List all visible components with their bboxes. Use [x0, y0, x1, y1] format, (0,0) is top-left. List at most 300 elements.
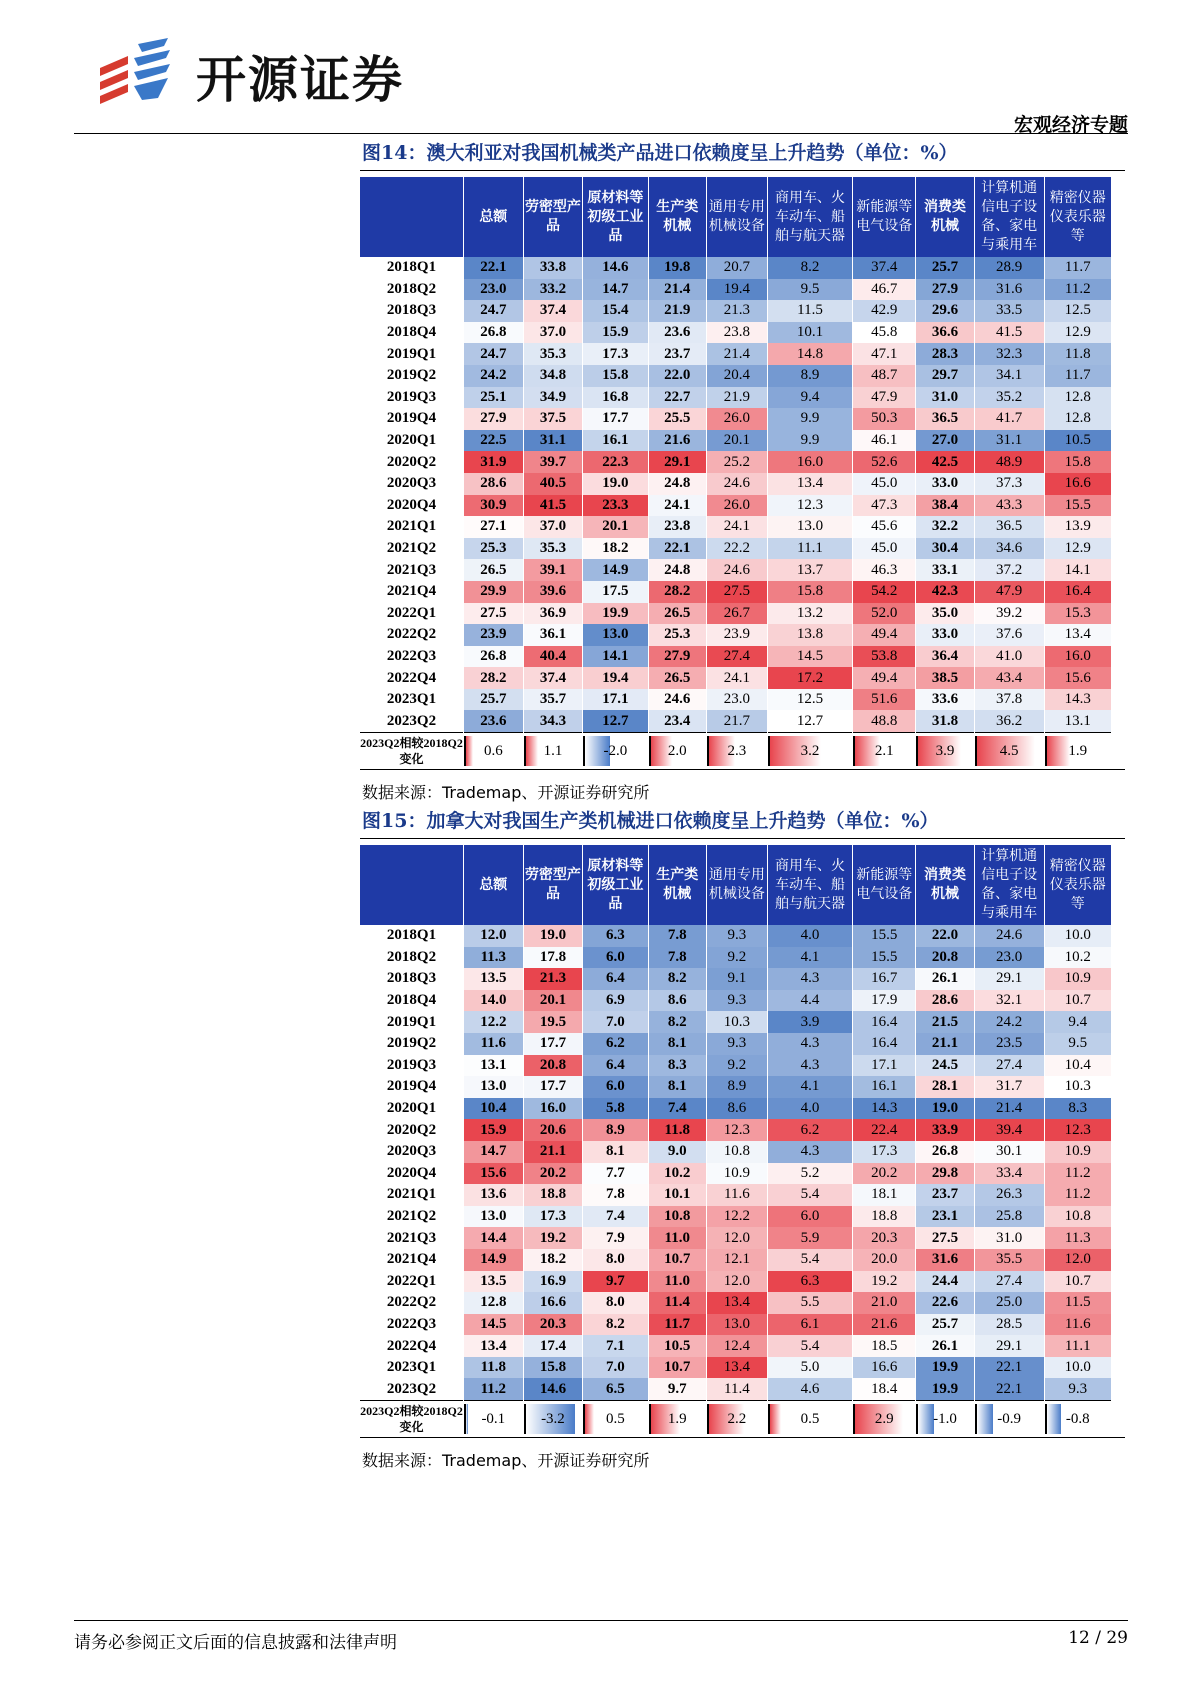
- value-cell: 12.8: [464, 1292, 524, 1314]
- value-cell: 18.8: [523, 1184, 583, 1206]
- value-cell: 35.5: [974, 1249, 1044, 1271]
- quarter-label: 2023Q1: [360, 689, 464, 711]
- value-cell: 16.0: [523, 1098, 583, 1120]
- value-cell: 15.8: [523, 1357, 583, 1379]
- value-cell: 12.1: [707, 1249, 768, 1271]
- quarter-label: 2020Q1: [360, 1098, 464, 1120]
- value-cell: 30.1: [974, 1141, 1044, 1163]
- value-cell: 11.6: [1044, 1314, 1112, 1336]
- value-cell: 6.9: [583, 990, 648, 1012]
- quarter-label: 2022Q4: [360, 1335, 464, 1357]
- value-cell: 37.3: [974, 473, 1044, 495]
- value-cell: 45.6: [853, 516, 916, 538]
- value-cell: 46.3: [853, 559, 916, 581]
- value-cell: 19.0: [916, 1098, 975, 1120]
- value-cell: 29.1: [974, 1335, 1044, 1357]
- value-cell: 22.1: [974, 1378, 1044, 1400]
- quarter-label: 2022Q1: [360, 603, 464, 625]
- value-cell: 23.8: [707, 322, 768, 344]
- value-cell: 10.7: [648, 1357, 707, 1379]
- value-cell: 20.1: [583, 516, 648, 538]
- value-cell: 33.4: [974, 1163, 1044, 1185]
- value-cell: 33.2: [523, 279, 583, 301]
- change-bar: [770, 1404, 781, 1434]
- value-cell: 51.6: [853, 689, 916, 711]
- value-cell: 18.4: [853, 1378, 916, 1400]
- table-row: [360, 495, 1112, 517]
- value-cell: 8.1: [648, 1076, 707, 1098]
- quarter-label: 2020Q3: [360, 1141, 464, 1163]
- value-cell: 36.5: [916, 408, 975, 430]
- column-header: 通用专用机械设备: [707, 177, 768, 257]
- value-cell: 36.9: [523, 603, 583, 625]
- value-cell: 28.5: [974, 1314, 1044, 1336]
- value-cell: 31.0: [974, 1227, 1044, 1249]
- value-cell: 3.9: [767, 1011, 853, 1033]
- value-cell: 34.3: [523, 710, 583, 732]
- table-row: [360, 300, 1112, 322]
- value-cell: 19.9: [916, 1357, 975, 1379]
- value-cell: 24.7: [464, 300, 524, 322]
- value-cell: 19.4: [707, 279, 768, 301]
- change-value: 1.9: [667, 1410, 687, 1427]
- value-cell: 13.1: [1044, 710, 1112, 732]
- value-cell: 10.8: [707, 1141, 768, 1163]
- table-row: [360, 559, 1112, 581]
- value-cell: 26.8: [464, 646, 524, 668]
- value-cell: 14.1: [583, 646, 648, 668]
- value-cell: 29.1: [648, 451, 707, 473]
- value-cell: 6.0: [767, 1206, 853, 1228]
- value-cell: 9.7: [648, 1378, 707, 1400]
- value-cell: 36.5: [974, 516, 1044, 538]
- value-cell: 5.4: [767, 1249, 853, 1271]
- value-cell: 24.6: [974, 925, 1044, 947]
- value-cell: 21.0: [853, 1292, 916, 1314]
- table-row: [360, 646, 1112, 668]
- value-cell: 35.3: [523, 343, 583, 365]
- value-cell: 27.9: [648, 646, 707, 668]
- table-row: [360, 925, 1112, 947]
- value-cell: 42.3: [916, 581, 975, 603]
- value-cell: 18.1: [853, 1184, 916, 1206]
- value-cell: 26.5: [648, 667, 707, 689]
- table-row: [360, 1335, 1112, 1357]
- value-cell: 11.0: [648, 1227, 707, 1249]
- value-cell: 20.3: [853, 1227, 916, 1249]
- value-cell: 26.1: [916, 1335, 975, 1357]
- value-cell: 14.3: [1044, 689, 1112, 711]
- value-cell: 13.9: [1044, 516, 1112, 538]
- change-bar: [977, 1404, 993, 1434]
- change-cell: [464, 733, 524, 770]
- value-cell: 6.5: [583, 1378, 648, 1400]
- value-cell: 7.4: [583, 1206, 648, 1228]
- value-cell: 15.9: [464, 1119, 524, 1141]
- value-cell: 28.1: [916, 1076, 975, 1098]
- value-cell: 11.6: [707, 1184, 768, 1206]
- value-cell: 39.1: [523, 559, 583, 581]
- value-cell: 11.7: [1044, 257, 1112, 279]
- value-cell: 33.1: [916, 559, 975, 581]
- value-cell: 24.2: [464, 365, 524, 387]
- column-header: 总额: [464, 177, 524, 257]
- value-cell: 10.3: [707, 1011, 768, 1033]
- value-cell: 14.7: [464, 1141, 524, 1163]
- figure-title: 图14：澳大利亚对我国机械类产品进口依赖度呈上升趋势（单位：%）: [362, 142, 958, 164]
- figure-title: 图15：加拿大对我国生产类机械进口依赖度呈上升趋势（单位：%）: [362, 810, 939, 832]
- value-cell: 35.7: [523, 689, 583, 711]
- value-cell: 4.0: [767, 1098, 853, 1120]
- value-cell: 37.4: [523, 300, 583, 322]
- value-cell: 20.8: [523, 1055, 583, 1077]
- value-cell: 11.3: [464, 947, 524, 969]
- change-value: 2.1: [874, 742, 894, 759]
- document-type: 宏观经济专题: [1013, 114, 1128, 136]
- quarter-label: 2019Q1: [360, 343, 464, 365]
- quarter-label: 2022Q1: [360, 1271, 464, 1293]
- header-corner: [360, 177, 464, 257]
- value-cell: 31.1: [523, 430, 583, 452]
- value-cell: 35.3: [523, 538, 583, 560]
- change-cell: [853, 733, 916, 770]
- column-header: 劳密型产品: [523, 177, 583, 257]
- value-cell: 8.2: [767, 257, 853, 279]
- change-value: 2.0: [667, 742, 687, 759]
- value-cell: 8.3: [648, 1055, 707, 1077]
- dependency-table: [360, 177, 1112, 769]
- value-cell: 10.8: [1044, 1206, 1112, 1228]
- value-cell: 8.2: [583, 1314, 648, 1336]
- value-cell: 52.6: [853, 451, 916, 473]
- value-cell: 11.5: [1044, 1292, 1112, 1314]
- value-cell: 25.7: [916, 1314, 975, 1336]
- value-cell: 14.0: [464, 990, 524, 1012]
- value-cell: 14.8: [767, 343, 853, 365]
- value-cell: 11.1: [1044, 1335, 1112, 1357]
- value-cell: 41.0: [974, 646, 1044, 668]
- quarter-label: 2020Q1: [360, 430, 464, 452]
- value-cell: 14.9: [464, 1249, 524, 1271]
- change-bar: [466, 1404, 468, 1434]
- change-axis: [524, 736, 526, 766]
- value-cell: 22.1: [974, 1357, 1044, 1379]
- value-cell: 16.4: [853, 1033, 916, 1055]
- value-cell: 12.3: [767, 495, 853, 517]
- value-cell: 37.6: [974, 624, 1044, 646]
- value-cell: 8.1: [583, 1141, 648, 1163]
- value-cell: 9.3: [1044, 1378, 1112, 1400]
- value-cell: 9.2: [707, 1055, 768, 1077]
- value-cell: 7.8: [583, 1184, 648, 1206]
- change-cell: [707, 1401, 768, 1438]
- quarter-label: 2020Q2: [360, 1119, 464, 1141]
- value-cell: 20.2: [523, 1163, 583, 1185]
- header-corner: [360, 845, 464, 925]
- value-cell: 29.7: [916, 365, 975, 387]
- value-cell: 47.9: [974, 581, 1044, 603]
- change-value: 1.1: [543, 742, 563, 759]
- value-cell: 11.0: [648, 1271, 707, 1293]
- value-cell: 46.1: [853, 430, 916, 452]
- value-cell: 23.0: [707, 689, 768, 711]
- value-cell: 12.8: [1044, 387, 1112, 409]
- value-cell: 21.7: [707, 710, 768, 732]
- value-cell: 10.1: [767, 322, 853, 344]
- value-cell: 22.3: [583, 451, 648, 473]
- value-cell: 21.4: [648, 279, 707, 301]
- value-cell: 4.3: [767, 1033, 853, 1055]
- value-cell: 12.0: [464, 925, 524, 947]
- table-row: [360, 1141, 1112, 1163]
- table-row: [360, 689, 1112, 711]
- change-axis: [853, 736, 855, 766]
- value-cell: 43.4: [974, 667, 1044, 689]
- value-cell: 6.2: [767, 1119, 853, 1141]
- value-cell: 39.2: [974, 603, 1044, 625]
- value-cell: 6.0: [583, 1076, 648, 1098]
- value-cell: 7.4: [648, 1098, 707, 1120]
- value-cell: 15.8: [1044, 451, 1112, 473]
- quarter-label: 2019Q4: [360, 408, 464, 430]
- quarter-label: 2021Q1: [360, 1184, 464, 1206]
- value-cell: 13.0: [464, 1076, 524, 1098]
- value-cell: 14.5: [767, 646, 853, 668]
- value-cell: 13.1: [464, 1055, 524, 1077]
- value-cell: 33.8: [523, 257, 583, 279]
- header-divider: [74, 133, 1128, 134]
- change-axis: [583, 736, 585, 766]
- value-cell: 17.2: [767, 667, 853, 689]
- figure-source: 数据来源：Trademap、开源证券研究所: [362, 1451, 650, 1471]
- value-cell: 31.6: [974, 279, 1044, 301]
- value-cell: 23.4: [648, 710, 707, 732]
- footer-divider: [74, 1620, 1128, 1621]
- value-cell: 11.7: [648, 1314, 707, 1336]
- value-cell: 26.1: [916, 968, 975, 990]
- value-cell: 10.0: [1044, 1357, 1112, 1379]
- value-cell: 13.0: [707, 1314, 768, 1336]
- value-cell: 13.0: [464, 1206, 524, 1228]
- value-cell: 10.5: [1044, 430, 1112, 452]
- value-cell: 33.0: [916, 473, 975, 495]
- value-cell: 54.2: [853, 581, 916, 603]
- value-cell: 8.0: [583, 1292, 648, 1314]
- change-bar: [918, 1404, 933, 1434]
- value-cell: 16.1: [853, 1076, 916, 1098]
- value-cell: 45.0: [853, 473, 916, 495]
- change-axis: [853, 1404, 855, 1434]
- column-header: 新能源等电气设备: [853, 177, 916, 257]
- value-cell: 11.7: [1044, 365, 1112, 387]
- figure-source: 数据来源：Trademap、开源证券研究所: [362, 783, 650, 803]
- value-cell: 25.7: [916, 257, 975, 279]
- quarter-label: 2020Q2: [360, 451, 464, 473]
- change-cell: [523, 733, 583, 770]
- quarter-label: 2021Q3: [360, 1227, 464, 1249]
- value-cell: 32.2: [916, 516, 975, 538]
- value-cell: 8.9: [707, 1076, 768, 1098]
- value-cell: 20.1: [523, 990, 583, 1012]
- value-cell: 12.2: [464, 1011, 524, 1033]
- value-cell: 27.4: [707, 646, 768, 668]
- value-cell: 6.4: [583, 1055, 648, 1077]
- value-cell: 20.6: [523, 1119, 583, 1141]
- value-cell: 16.6: [1044, 473, 1112, 495]
- column-header: 劳密型产品: [523, 845, 583, 925]
- figure-rule: [360, 838, 1125, 839]
- quarter-label: 2022Q4: [360, 667, 464, 689]
- value-cell: 13.4: [707, 1292, 768, 1314]
- change-bar: [585, 1404, 594, 1434]
- value-cell: 20.1: [707, 430, 768, 452]
- value-cell: 41.5: [523, 495, 583, 517]
- change-axis: [916, 736, 918, 766]
- value-cell: 23.8: [648, 516, 707, 538]
- table-row: [360, 387, 1112, 409]
- value-cell: 9.3: [707, 925, 768, 947]
- value-cell: 7.1: [583, 1335, 648, 1357]
- column-header: 生产类机械: [648, 177, 707, 257]
- value-cell: 24.6: [707, 559, 768, 581]
- value-cell: 10.7: [1044, 990, 1112, 1012]
- change-cell: [707, 733, 768, 770]
- value-cell: 25.3: [464, 538, 524, 560]
- value-cell: 30.9: [464, 495, 524, 517]
- value-cell: 20.3: [523, 1314, 583, 1336]
- value-cell: 6.0: [583, 947, 648, 969]
- value-cell: 35.2: [974, 387, 1044, 409]
- value-cell: 18.2: [523, 1249, 583, 1271]
- value-cell: 33.5: [974, 300, 1044, 322]
- value-cell: 33.0: [916, 624, 975, 646]
- value-cell: 13.2: [767, 603, 853, 625]
- change-value: 2.3: [727, 742, 747, 759]
- change-cell: [648, 1401, 707, 1438]
- column-header: 精密仪器仪表乐器等: [1044, 845, 1112, 925]
- value-cell: 30.4: [916, 538, 975, 560]
- column-header: 商用车、火车动车、船舶与航天器: [767, 845, 853, 925]
- value-cell: 28.2: [648, 581, 707, 603]
- value-cell: 22.5: [464, 430, 524, 452]
- change-axis: [975, 1404, 977, 1434]
- value-cell: 41.7: [974, 408, 1044, 430]
- table-row: [360, 322, 1112, 344]
- value-cell: 17.8: [523, 947, 583, 969]
- value-cell: 24.8: [648, 559, 707, 581]
- value-cell: 19.0: [583, 473, 648, 495]
- value-cell: 17.7: [523, 1076, 583, 1098]
- value-cell: 24.2: [974, 1011, 1044, 1033]
- value-cell: 36.4: [916, 646, 975, 668]
- quarter-label: 2018Q1: [360, 257, 464, 279]
- quarter-label: 2021Q3: [360, 559, 464, 581]
- value-cell: 31.6: [916, 1249, 975, 1271]
- value-cell: 21.9: [648, 300, 707, 322]
- footer-disclaimer: 请务必参阅正文后面的信息披露和法律声明: [74, 1633, 397, 1653]
- value-cell: 6.1: [767, 1314, 853, 1336]
- value-cell: 17.3: [853, 1141, 916, 1163]
- quarter-label: 2018Q4: [360, 990, 464, 1012]
- value-cell: 29.6: [916, 300, 975, 322]
- value-cell: 17.5: [583, 581, 648, 603]
- value-cell: 10.5: [648, 1335, 707, 1357]
- value-cell: 22.7: [648, 387, 707, 409]
- value-cell: 15.5: [853, 925, 916, 947]
- value-cell: 12.8: [1044, 408, 1112, 430]
- change-bar: [466, 736, 473, 766]
- value-cell: 24.7: [464, 343, 524, 365]
- table-row: [360, 473, 1112, 495]
- value-cell: 12.5: [1044, 300, 1112, 322]
- value-cell: 16.7: [853, 968, 916, 990]
- change-value: -0.8: [1065, 1410, 1090, 1427]
- value-cell: 24.8: [648, 473, 707, 495]
- value-cell: 15.5: [1044, 495, 1112, 517]
- value-cell: 15.3: [1044, 603, 1112, 625]
- value-cell: 8.0: [583, 1249, 648, 1271]
- value-cell: 25.0: [974, 1292, 1044, 1314]
- table-row: [360, 1314, 1112, 1336]
- change-cell: [583, 1401, 648, 1438]
- figure-14: [360, 136, 1125, 803]
- value-cell: 27.1: [464, 516, 524, 538]
- quarter-label: 2018Q1: [360, 925, 464, 947]
- value-cell: 8.2: [648, 968, 707, 990]
- value-cell: 47.3: [853, 495, 916, 517]
- value-cell: 5.4: [767, 1184, 853, 1206]
- change-axis: [464, 736, 466, 766]
- value-cell: 29.9: [464, 581, 524, 603]
- value-cell: 23.9: [707, 624, 768, 646]
- change-cell: [916, 733, 975, 770]
- change-cell: [523, 1401, 583, 1438]
- quarter-label: 2019Q3: [360, 387, 464, 409]
- value-cell: 33.9: [916, 1119, 975, 1141]
- value-cell: 23.6: [464, 710, 524, 732]
- value-cell: 8.1: [648, 1033, 707, 1055]
- column-header: 通用专用机械设备: [707, 845, 768, 925]
- change-value: 1.9: [1068, 742, 1088, 759]
- value-cell: 5.4: [767, 1335, 853, 1357]
- value-cell: 24.1: [648, 495, 707, 517]
- value-cell: 15.6: [1044, 667, 1112, 689]
- value-cell: 17.1: [583, 689, 648, 711]
- value-cell: 11.5: [767, 300, 853, 322]
- value-cell: 20.4: [707, 365, 768, 387]
- change-value: -0.9: [997, 1410, 1021, 1427]
- value-cell: 34.6: [974, 538, 1044, 560]
- quarter-label: 2019Q3: [360, 1055, 464, 1077]
- table-row: [360, 710, 1112, 732]
- table-row: [360, 1227, 1112, 1249]
- value-cell: 15.8: [583, 365, 648, 387]
- value-cell: 23.1: [916, 1206, 975, 1228]
- value-cell: 21.9: [707, 387, 768, 409]
- value-cell: 12.7: [767, 710, 853, 732]
- quarter-label: 2019Q2: [360, 1033, 464, 1055]
- value-cell: 19.2: [523, 1227, 583, 1249]
- value-cell: 25.2: [707, 451, 768, 473]
- value-cell: 14.4: [464, 1227, 524, 1249]
- column-header: 总额: [464, 845, 524, 925]
- value-cell: 16.6: [523, 1292, 583, 1314]
- value-cell: 11.2: [1044, 1184, 1112, 1206]
- table-row: [360, 451, 1112, 473]
- value-cell: 20.8: [916, 947, 975, 969]
- value-cell: 37.5: [523, 408, 583, 430]
- value-cell: 31.0: [916, 387, 975, 409]
